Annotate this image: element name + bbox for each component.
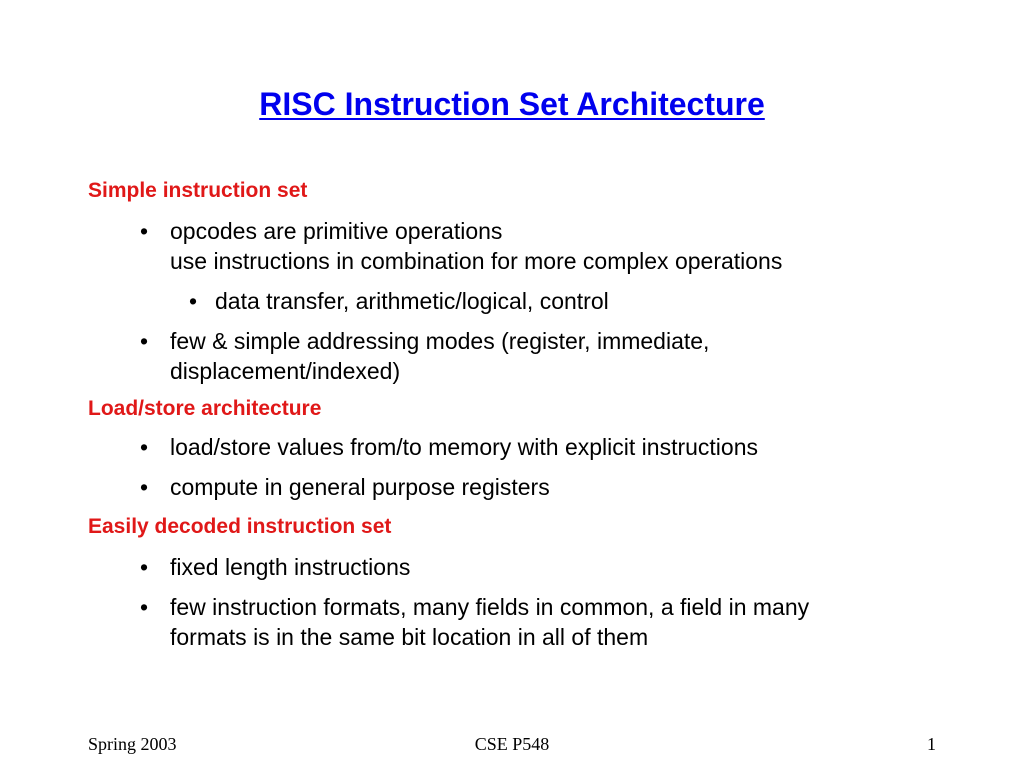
bullet-addressing-modes	[140, 326, 710, 386]
sub-bullet-data-transfer	[189, 286, 609, 316]
section-heading-simple-instruction-set: Simple instruction set	[88, 179, 308, 202]
bullet-line: load/store values from/to memory with explicit instructions	[170, 434, 758, 460]
bullet-glyph: •	[140, 328, 149, 354]
bullet-line: compute in general purpose registers	[170, 474, 550, 500]
slide-title-text: RISC Instruction Set Architecture	[259, 86, 765, 122]
bullet-instruction-formats	[140, 592, 810, 652]
footer-date: Spring 2003	[88, 734, 177, 754]
section-heading-easily-decoded: Easily decoded instruction set	[88, 515, 392, 538]
footer-page-number: 1	[927, 734, 936, 754]
bullet-fixed-length	[140, 552, 411, 582]
bullet-line: opcodes are primitive operations	[170, 218, 503, 244]
footer-course: CSE P548	[474, 734, 550, 754]
bullet-glyph: •	[140, 218, 149, 244]
sub-bullet-glyph: •	[189, 288, 198, 314]
bullet-general-purpose-registers	[140, 472, 550, 502]
slide-title	[0, 84, 1024, 124]
bullet-line: displacement/indexed)	[170, 358, 401, 384]
bullet-glyph: •	[140, 434, 149, 460]
bullet-load-store-values	[140, 432, 758, 462]
bullet-opcodes	[140, 216, 783, 276]
bullet-line: use instructions in combination for more complex operations	[170, 248, 783, 274]
bullet-line: few instruction formats, many fields in common, a field in many	[170, 594, 810, 620]
bullet-line: formats is in the same bit location in all of them	[170, 624, 649, 650]
bullet-line: fixed length instructions	[170, 554, 411, 580]
bullet-glyph: •	[140, 554, 149, 580]
section-heading-load-store-architecture: Load/store architecture	[88, 397, 322, 420]
sub-bullet-line: data transfer, arithmetic/logical, control	[215, 288, 609, 314]
bullet-glyph: •	[140, 474, 149, 500]
bullet-line: few & simple addressing modes (register, immediate,	[170, 328, 710, 354]
bullet-glyph: •	[140, 594, 149, 620]
